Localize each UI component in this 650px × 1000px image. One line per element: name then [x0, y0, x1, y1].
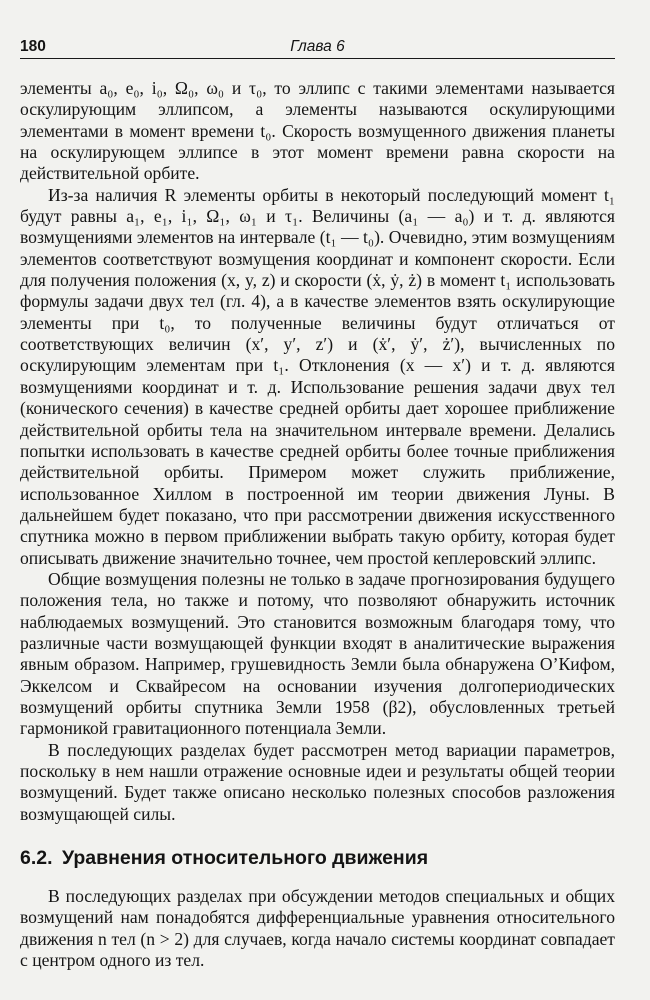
page-header	[20, 34, 615, 59]
section-paragraph: В последующих разделах при обсуждении методов специальных и общих возмущений нам понадобятся дифференциальные уравнения относительного движения n тел (n > 2) для случаев, когда начало системы координат совпадает с центром одного из тел.	[20, 886, 615, 971]
running-title: Глава 6	[290, 38, 345, 55]
page-number: 180	[20, 38, 46, 55]
paragraph-general-perturbations: Общие возмущения полезны не только в задаче прогнозирования будущего положения тела, но также и потому, что позволяют обнаружить источник наблюдаемых возмущений. Это становится возможным благодаря тому, что различные части возмущающей функции входят в аналитические выражения явным образом. Например, грушевидность Земли была обнаружена О’Кифом, Эккелсом и Сквайресом на основании изучения долгопериодических возмущений орбиты спутника Земли 1958 (β2), обусловленных третьей гармоникой гравитационного потенциала Земли.	[20, 568, 615, 739]
paragraph-following-sections: В последующих разделах будет рассмотрен метод вариации параметров, поскольку в нем нашли отражение основные идеи и результаты общей теории возмущений. Будет также описано несколько полезных способов разложения возмущающей силы.	[20, 739, 615, 824]
section-heading	[20, 846, 615, 870]
paragraph-perturbations: Из-за наличия R элементы орбиты в некоторый последующий момент t₁ будут равны a₁, e₁, i₁, Ω₁, ω₁ и τ₁. Величины (a₁ — a₀) и т. д. являются возмущениями элементов на интервале (t₁ — t₀). Очевидно, этим возмущениям элементов соответствуют возмущения координат и компонент скорости. Если для получения положения (x, y, z) и скорости (ẋ, ẏ, ż) в момент t₁ использовать формулы задачи двух тел (гл. 4), а в качестве элементов взять оскулирующие элементы при t₀, то полученные величины будут отличаться от соответствующих величин (x′, y′, z′) и (ẋ′, ẏ′, ż′), вычисленных по оскулирующим элементам при t₁. Отклонения (x — x′) и т. д. являются возмущениями координат и т. д. Использование решения задачи двух тел (конического сечения) в качестве средней орбиты дает хорошее приближение действительной орбиты тела на значительном интервале времени. Делались попытки использовать в качестве средней орбиты более точные приближения действительной орбиты. Примером может служить приближение, использованное Хиллом в построенной им теории движения Луны. В дальнейшем будет показано, что при рассмотрении движения искусственного спутника можно в первом приближении выбрать такую орбиту, которая будет описывать движение значительно точнее, чем простой кеплеровский эллипс.	[20, 184, 615, 568]
section-number: 6.2.	[20, 847, 53, 870]
page-body	[20, 78, 615, 971]
paragraph-continued: элементы a₀, e₀, i₀, Ω₀, ω₀ и τ₀, то эллипс с такими элементами называется оскулирующим эллипсом, а элементы называются оскулирующими элементами в момент времени t₀. Скорость возмущенного движения планеты на оскулирующем эллипсе в этот момент времени равна скорости на действительной орбите.	[20, 78, 615, 184]
section-title: Уравнения относительного движения	[61, 847, 429, 870]
